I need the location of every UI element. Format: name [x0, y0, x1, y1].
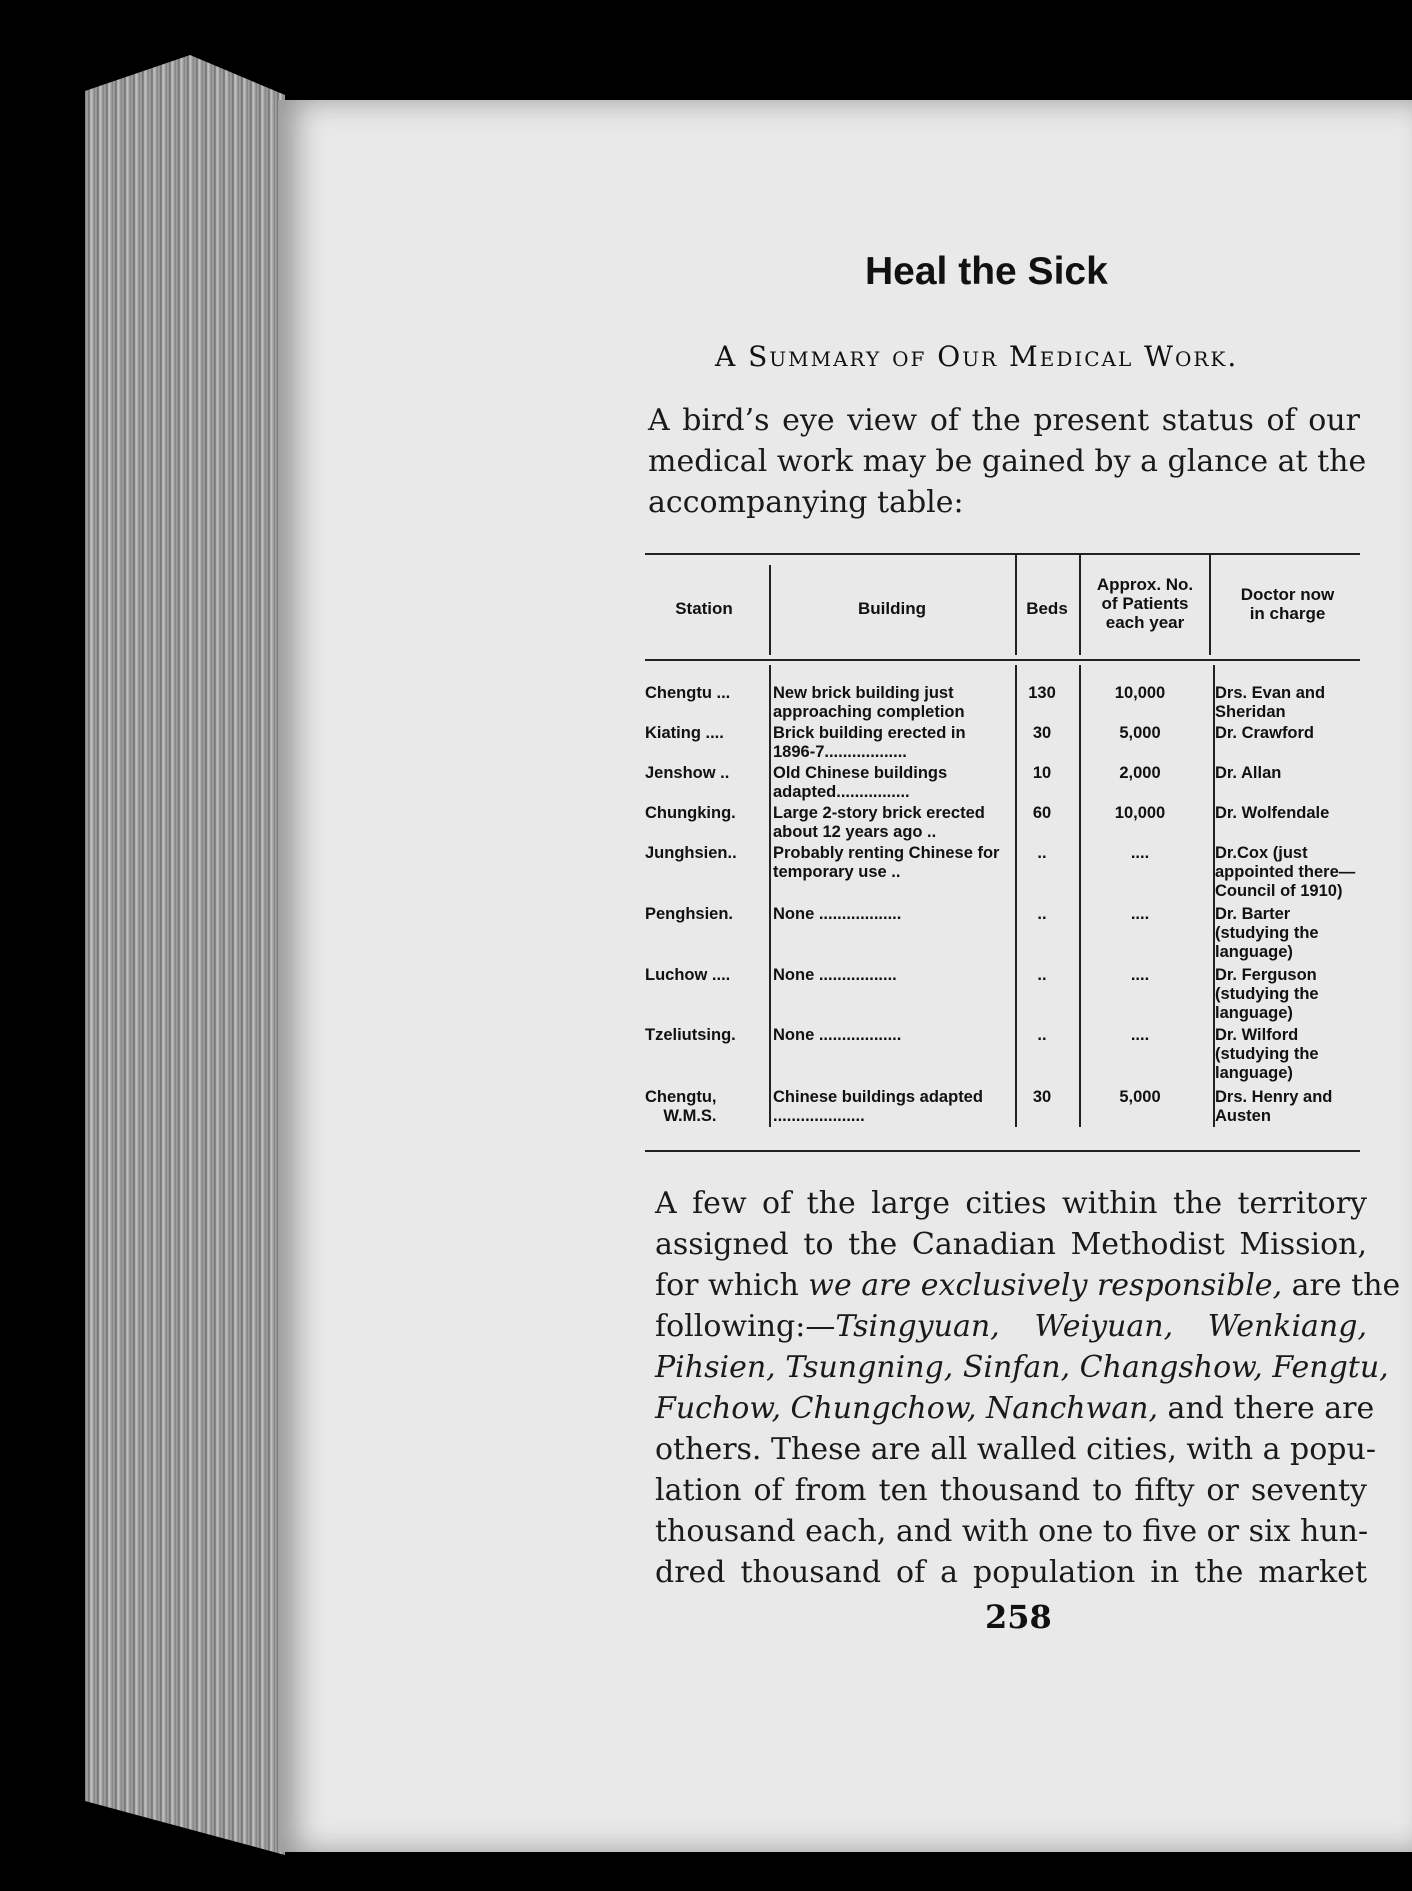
text-line	[655, 1265, 1401, 1306]
text-run: following:—	[655, 1309, 836, 1344]
cell-beds: 60	[1032, 804, 1052, 822]
text-line	[655, 1306, 1367, 1347]
header-divider	[1209, 555, 1211, 655]
cell-doctor: Dr. Ferguson (studying the language)	[1215, 966, 1319, 1022]
cell-doctor: Dr. Allan	[1215, 764, 1282, 782]
column-divider	[769, 665, 771, 1127]
cell-doctor: Dr. Wolfendale	[1215, 804, 1330, 822]
cell-building: New brick building just approaching completion	[773, 684, 965, 721]
cell-beds: 30	[1032, 1088, 1052, 1106]
cell-patients: ....	[1130, 905, 1150, 923]
cell-beds: ..	[1037, 966, 1047, 984]
page-title: Heal the Sick	[865, 250, 1108, 293]
cell-patients: 10,000	[1114, 684, 1166, 702]
column-divider	[1079, 665, 1081, 1127]
cell-station: Tzeliutsing.	[645, 1026, 736, 1044]
cell-patients: ....	[1130, 844, 1150, 862]
text-line: A few of the large cities within the territory	[655, 1186, 1367, 1221]
cell-beds: ..	[1037, 844, 1047, 862]
text-line: medical work may be gained by a glance at the	[648, 444, 1367, 479]
page-number: 258	[985, 1598, 1052, 1636]
cell-patients: 5,000	[1119, 1088, 1161, 1106]
table-top-rule	[645, 553, 1360, 555]
cell-beds: ..	[1037, 905, 1047, 923]
body-paragraph	[655, 1183, 1401, 1593]
cell-doctor: Dr. Wilford (studying the language)	[1215, 1026, 1319, 1082]
cell-building: Large 2-story brick erected about 12 years ago ..	[773, 804, 985, 841]
header-line: Doctor now	[1240, 585, 1335, 604]
text-line: accompanying table:	[648, 485, 964, 520]
header-patients	[1081, 575, 1209, 632]
medical-work-table	[645, 553, 1360, 1153]
cell-station: Chungking.	[645, 804, 736, 822]
cell-building: None .................	[773, 966, 897, 984]
cell-building: None ..................	[773, 1026, 902, 1044]
header-divider	[769, 565, 771, 655]
cell-doctor: Dr. Crawford	[1215, 724, 1315, 742]
table-header-rule	[645, 659, 1360, 661]
cell-station: Luchow ....	[645, 966, 731, 984]
text-line: lation of from ten thousand to fifty or seventy	[655, 1473, 1367, 1508]
section-subtitle: A Summary of Our Medical Work.	[715, 340, 1239, 373]
cell-doctor: Dr.Cox (just appointed there— Council of 1910)	[1215, 844, 1356, 900]
text-run: and there are	[1158, 1391, 1375, 1426]
cell-station: Chengtu ...	[645, 684, 731, 702]
cell-station: Penghsien.	[645, 905, 734, 923]
cell-station: Chengtu, W.M.S.	[645, 1088, 717, 1125]
cell-building: Chinese buildings adapted ....................	[773, 1088, 983, 1125]
header-doctor	[1215, 585, 1360, 623]
cell-patients: ....	[1130, 1026, 1150, 1044]
cell-building: Old Chinese buildings adapted................	[773, 764, 948, 801]
cell-building: None ..................	[773, 905, 902, 923]
text-line	[655, 1347, 1389, 1388]
cell-doctor: Dr. Barter (studying the language)	[1215, 905, 1319, 961]
text-line: others. These are all walled cities, with a popu-	[655, 1432, 1376, 1467]
table-bottom-rule	[645, 1150, 1360, 1152]
emphasis-text: we are exclusively responsible,	[808, 1268, 1283, 1303]
cell-patients: 10,000	[1114, 804, 1166, 822]
text-run: for which	[655, 1268, 809, 1303]
cell-beds: 30	[1032, 724, 1052, 742]
text-line: thousand each, and with one to five or six hun-	[655, 1514, 1369, 1549]
cell-patients: 5,000	[1119, 724, 1161, 742]
city-names: Pihsien, Tsungning, Sinfan, Changshow, Fengtu,	[655, 1350, 1389, 1385]
city-names: Tsingyuan, Weiyuan, Wenkiang,	[835, 1309, 1367, 1344]
header-line: of Patients	[1101, 594, 1189, 613]
header-building: Building	[858, 599, 926, 618]
city-names: Fuchow, Chungchow, Nanchwan,	[655, 1391, 1159, 1426]
header-line: Approx. No.	[1096, 575, 1194, 594]
cell-doctor: Drs. Henry and Austen	[1215, 1088, 1333, 1125]
cell-beds: 10	[1032, 764, 1052, 782]
cell-building: Probably renting Chinese for temporary use ..	[773, 844, 1000, 881]
header-beds: Beds	[1026, 599, 1068, 618]
text-run: are the	[1282, 1268, 1401, 1303]
cell-beds: ..	[1037, 1026, 1047, 1044]
text-line	[655, 1388, 1375, 1429]
cell-station: Junghsien..	[645, 844, 737, 862]
header-station: Station	[675, 599, 733, 618]
cell-patients: 2,000	[1119, 764, 1161, 782]
text-line: A bird’s eye view of the present status of our	[648, 403, 1360, 438]
text-line: dred thousand of a population in the market	[655, 1555, 1367, 1590]
intro-paragraph	[648, 400, 1367, 523]
cell-beds: 130	[1028, 684, 1056, 702]
cell-patients: ....	[1130, 966, 1150, 984]
cell-station: Kiating ....	[645, 724, 724, 742]
header-line: each year	[1105, 613, 1185, 632]
cell-station: Jenshow ..	[645, 764, 730, 782]
header-line: in charge	[1249, 604, 1326, 623]
book-page-edges	[85, 55, 285, 1855]
cell-doctor: Drs. Evan and Sheridan	[1215, 684, 1326, 721]
cell-building: Brick building erected in 1896-7..................	[773, 724, 966, 761]
text-line: assigned to the Canadian Methodist Mission,	[655, 1227, 1367, 1262]
